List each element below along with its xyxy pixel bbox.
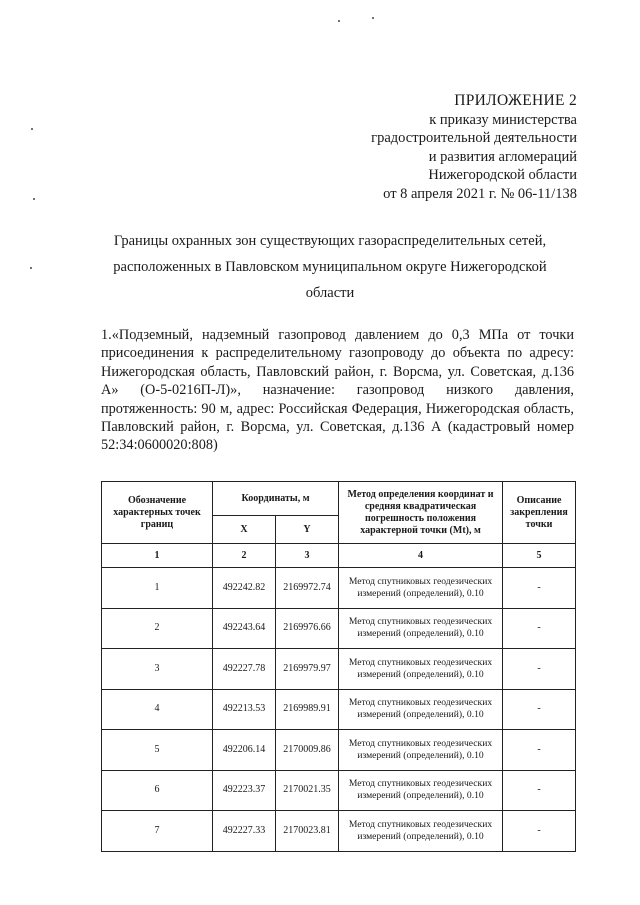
object-description bbox=[101, 326, 574, 455]
scan-speck bbox=[31, 128, 33, 130]
paragraph-line: протяженность: 90 м, адрес: Российская Федерация, Нижегородская область, bbox=[101, 400, 574, 417]
cell-method: Метод спутниковых геодезических измерений (определений), 0.10 bbox=[339, 568, 503, 609]
column-numbers-row bbox=[102, 544, 576, 568]
cell-point: 7 bbox=[102, 811, 213, 852]
cell-x: 492206.14 bbox=[213, 730, 276, 771]
table-header-row bbox=[102, 482, 576, 516]
title-line: области bbox=[305, 285, 355, 301]
scan-speck bbox=[30, 267, 32, 269]
cell-method: Метод спутниковых геодезических измерений (определений), 0.10 bbox=[339, 730, 503, 771]
column-number: 2 bbox=[213, 544, 276, 568]
cell-method: Метод спутниковых геодезических измерений (определений), 0.10 bbox=[339, 608, 503, 649]
cell-y: 2169989.91 bbox=[276, 689, 339, 730]
column-number: 4 bbox=[339, 544, 503, 568]
paragraph-line: присоединения к распределительному газопроводу до объекта по адресу: bbox=[101, 345, 574, 362]
cell-x: 492227.78 bbox=[213, 649, 276, 690]
cell-method: Метод спутниковых геодезических измерений (определений), 0.10 bbox=[339, 811, 503, 852]
cell-method: Метод спутниковых геодезических измерений (определений), 0.10 bbox=[339, 689, 503, 730]
table-row bbox=[102, 730, 576, 771]
title-line: Границы охранных зон существующих газораспределительных сетей, bbox=[113, 233, 547, 249]
cell-x: 492213.53 bbox=[213, 689, 276, 730]
cell-y: 2169972.74 bbox=[276, 568, 339, 609]
cell-x: 492227.33 bbox=[213, 811, 276, 852]
scan-speck bbox=[33, 198, 35, 200]
cell-point: 6 bbox=[102, 770, 213, 811]
paragraph-line: Павловский район, г. Ворсма, ул. Советская, д.136 А (кадастровый номер bbox=[101, 419, 574, 436]
document-title bbox=[100, 228, 560, 306]
coordinates-table bbox=[101, 481, 576, 852]
cell-description: - bbox=[503, 811, 576, 852]
cell-y: 2170023.81 bbox=[276, 811, 339, 852]
header-x: X bbox=[213, 516, 276, 544]
cell-description: - bbox=[503, 689, 576, 730]
cell-y: 2170021.35 bbox=[276, 770, 339, 811]
paragraph-line: А» (О-5-0216П-Л)», назначение: газопровод низкого давления, bbox=[101, 382, 574, 399]
header-description: Описание закрепления точки bbox=[503, 482, 576, 544]
annex-line: градостроительной деятельности bbox=[371, 130, 577, 146]
cell-description: - bbox=[503, 649, 576, 690]
header-coordinates: Координаты, м bbox=[213, 482, 339, 516]
header-point: Обозначение характерных точек границ bbox=[102, 482, 213, 544]
cell-y: 2170009.86 bbox=[276, 730, 339, 771]
cell-x: 492223.37 bbox=[213, 770, 276, 811]
column-number: 3 bbox=[276, 544, 339, 568]
header-method: Метод определения координат и средняя квадратическая погрешность положения характерной точки (Mt), м bbox=[339, 482, 503, 544]
table-row bbox=[102, 649, 576, 690]
annex-line: к приказу министерства bbox=[429, 111, 577, 128]
annex-heading: ПРИЛОЖЕНИЕ 2 bbox=[454, 92, 577, 109]
cell-point: 2 bbox=[102, 608, 213, 649]
column-number: 5 bbox=[503, 544, 576, 568]
annex-line: Нижегородской области bbox=[428, 167, 577, 183]
table-row bbox=[102, 811, 576, 852]
cell-description: - bbox=[503, 568, 576, 609]
column-number: 1 bbox=[102, 544, 213, 568]
scan-speck bbox=[372, 17, 374, 19]
cell-x: 492242.82 bbox=[213, 568, 276, 609]
cell-point: 4 bbox=[102, 689, 213, 730]
cell-description: - bbox=[503, 770, 576, 811]
cell-method: Метод спутниковых геодезических измерений (определений), 0.10 bbox=[339, 770, 503, 811]
paragraph-line: Нижегородская область, Павловский район, г. Ворсма, ул. Советская, д.136 bbox=[101, 363, 574, 380]
cell-x: 492243.64 bbox=[213, 608, 276, 649]
cell-y: 2169979.97 bbox=[276, 649, 339, 690]
cell-point: 5 bbox=[102, 730, 213, 771]
table-row bbox=[102, 608, 576, 649]
table-row bbox=[102, 689, 576, 730]
table-row bbox=[102, 568, 576, 609]
cell-point: 3 bbox=[102, 649, 213, 690]
cell-method: Метод спутниковых геодезических измерений (определений), 0.10 bbox=[339, 649, 503, 690]
cell-y: 2169976.66 bbox=[276, 608, 339, 649]
cell-description: - bbox=[503, 608, 576, 649]
table-row bbox=[102, 770, 576, 811]
cell-description: - bbox=[503, 730, 576, 771]
annex-line: и развития агломераций bbox=[428, 148, 577, 165]
cell-point: 1 bbox=[102, 568, 213, 609]
paragraph-line: 52:34:0600020:808) bbox=[101, 437, 218, 454]
paragraph-line: 1.«Подземный, надземный газопровод давлением до 0,3 МПа от точки bbox=[101, 327, 574, 343]
header-y: Y bbox=[276, 516, 339, 544]
annex-date-number: от 8 апреля 2021 г. № 06-11/138 bbox=[383, 185, 577, 202]
title-line: расположенных в Павловском муниципальном округе Нижегородской bbox=[113, 259, 547, 275]
annex-header bbox=[371, 92, 577, 203]
scan-speck bbox=[338, 20, 340, 22]
